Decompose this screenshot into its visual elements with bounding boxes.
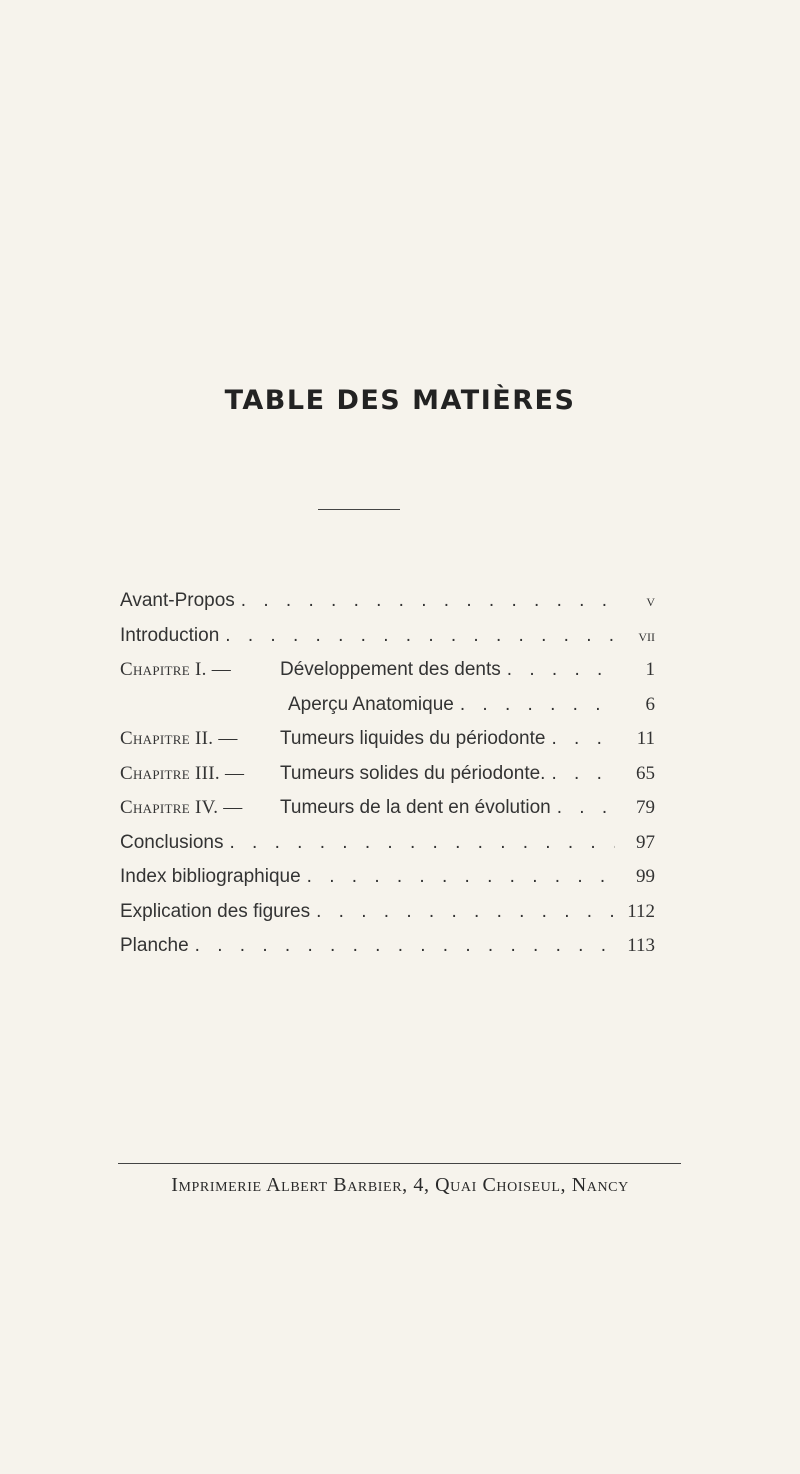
toc-entry-explication-des-figures <box>120 901 655 936</box>
leader-dots <box>219 625 615 647</box>
toc-entry-conclusions <box>120 832 655 867</box>
title-divider <box>318 509 400 510</box>
toc-entry-page: 6 <box>645 693 655 715</box>
toc-entry-planche <box>120 935 655 970</box>
toc-entry-page: vii <box>638 625 655 645</box>
leader-dots <box>501 659 615 681</box>
toc-entry-page: 79 <box>636 797 655 818</box>
toc-entry-title: Introduction <box>120 624 220 646</box>
toc-entry-introduction <box>120 625 655 660</box>
toc-entry-page: 113 <box>627 935 655 956</box>
toc-entry-page: 65 <box>636 762 655 784</box>
toc-entry-chapitre-4 <box>120 797 655 832</box>
toc-chapter-label: Chapitre II. — <box>120 728 238 749</box>
toc-entry-chapitre-3 <box>120 763 655 798</box>
toc-entry-title: Planche <box>120 935 189 956</box>
leader-dots <box>454 694 615 716</box>
toc-chapter-label: Chapitre I. — <box>120 659 232 680</box>
toc-entry-page: v <box>646 591 655 610</box>
toc-entry-title: Index bibliographique <box>120 866 301 887</box>
toc-entry-title: Avant-Propos <box>120 590 235 611</box>
toc-entry-apercu-anatomique <box>120 694 655 729</box>
leader-dots <box>545 763 615 785</box>
toc-entry-page: 11 <box>636 728 655 749</box>
table-of-contents <box>120 590 655 970</box>
toc-entry-title: Tumeurs solides du périodonte. <box>280 762 546 784</box>
toc-entry-title: Tumeurs de la dent en évolution <box>280 797 551 818</box>
printer-imprint: Imprimerie Albert Barbier, 4, Quai Choiseul, Nancy <box>171 1174 629 1196</box>
toc-entry-chapitre-1 <box>120 659 655 694</box>
toc-entry-page: 97 <box>636 831 655 853</box>
toc-entry-page: 1 <box>645 659 655 680</box>
footer-divider <box>118 1163 681 1164</box>
page-title: TABLE DES MATIÈRES <box>224 385 576 416</box>
toc-chapter-label: Chapitre IV. — <box>120 797 243 818</box>
toc-entry-avant-propos <box>120 590 655 625</box>
leader-dots <box>310 901 615 923</box>
leader-dots <box>301 866 615 888</box>
toc-entry-title: Conclusions <box>120 831 224 853</box>
toc-entry-title: Tumeurs liquides du périodonte <box>280 728 546 749</box>
toc-entry-index-bibliographique <box>120 866 655 901</box>
toc-chapter-label: Chapitre III. — <box>120 762 245 784</box>
leader-dots <box>189 935 615 957</box>
toc-entry-page: 99 <box>636 866 655 887</box>
toc-entry-title: Explication des figures <box>120 900 311 922</box>
toc-entry-chapitre-2 <box>120 728 655 763</box>
toc-entry-page: 112 <box>627 900 655 922</box>
leader-dots <box>224 832 616 854</box>
leader-dots <box>551 797 615 819</box>
toc-entry-title: Aperçu Anatomique <box>288 693 454 715</box>
leader-dots <box>545 728 615 750</box>
leader-dots <box>235 590 615 612</box>
toc-entry-title: Développement des dents <box>280 659 501 680</box>
